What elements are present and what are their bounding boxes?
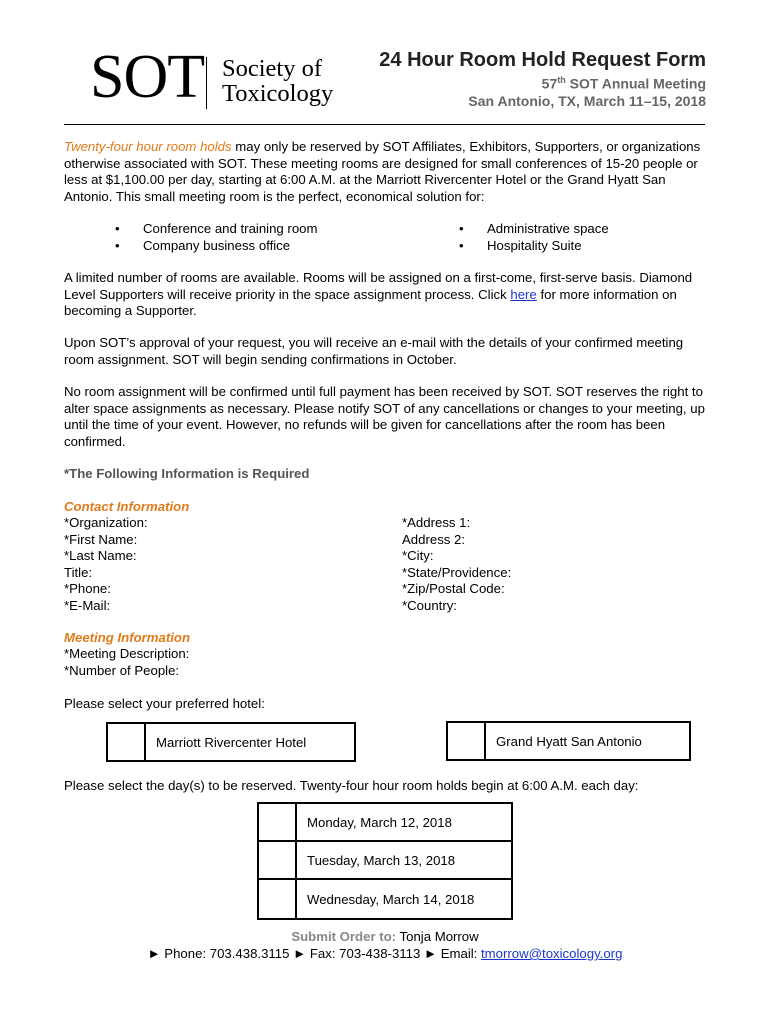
- bullet-icon: •: [115, 237, 120, 253]
- days-prompt: Please select the day(s) to be reserved. Twenty-four hour room holds begin at 6:00 A.M. each day:: [64, 778, 639, 793]
- hotel-prompt: Please select your preferred hotel:: [64, 696, 265, 711]
- logo-mark: SOT: [90, 43, 205, 111]
- hotel-option-marriott[interactable]: [106, 722, 356, 762]
- submit-label: Submit Order to:: [291, 929, 397, 944]
- approval-paragraph: Upon SOT’s approval of your request, you will receive an e-mail with the details of your confirmed meeting room assignment. SOT will begin sending confirmations in October.: [64, 335, 684, 367]
- form-title: 24 Hour Room Hold Request Form: [379, 49, 706, 71]
- title-field[interactable]: Title:: [64, 564, 93, 580]
- availability-paragraph: A limited number of rooms are available. Rooms will be assigned on a first-come, first-serve basis. Diamond Level Supporters will receive priority in the space assignment process. Click here for more information on becoming a Supporter.: [64, 270, 693, 318]
- day-checkbox-monday[interactable]: [259, 804, 297, 840]
- email-link[interactable]: tmorrow@toxicology.org: [481, 946, 623, 961]
- day-checkbox-tuesday[interactable]: [259, 842, 297, 878]
- day-label: Monday, March 12, 2018: [307, 814, 452, 830]
- email-field[interactable]: *E-Mail:: [64, 597, 111, 613]
- number-of-people-field[interactable]: *Number of People:: [64, 662, 180, 678]
- contact-name: Tonja Morrow: [396, 929, 479, 944]
- contact-fields-right: [402, 515, 511, 614]
- submit-contact-line: [0, 945, 770, 962]
- meeting-title: SOT Annual Meeting: [565, 75, 706, 92]
- supporter-info-link[interactable]: here: [510, 286, 537, 302]
- contact-fields-left: [64, 515, 148, 614]
- header-divider: [64, 124, 705, 125]
- logo-wordmark: [222, 56, 333, 106]
- meeting-ordinal-suffix: th: [557, 75, 566, 85]
- day-checkbox-wednesday[interactable]: [259, 880, 297, 918]
- hotel-option-hyatt[interactable]: [446, 721, 691, 761]
- address-2-field[interactable]: Address 2:: [402, 531, 466, 547]
- logo-line-1: Society of: [222, 55, 323, 82]
- day-label: Wednesday, March 14, 2018: [307, 891, 475, 907]
- logo-line-2: Toxicology: [222, 80, 334, 107]
- meeting-fields: [64, 646, 189, 679]
- bullet-icon: •: [115, 221, 120, 236]
- arrow-icon: ►: [423, 946, 438, 961]
- list-item: • Conference and training room: [115, 221, 318, 236]
- intro-paragraph: [64, 139, 709, 205]
- zip-field[interactable]: *Zip/Postal Code:: [402, 581, 505, 596]
- meeting-ordinal: 57: [541, 75, 558, 92]
- last-name-field[interactable]: *Last Name:: [64, 548, 137, 563]
- logo-divider: [206, 57, 207, 109]
- city-field[interactable]: *City:: [402, 548, 434, 563]
- required-note: *The Following Information is Required: [64, 466, 310, 481]
- meeting-location: San Antonio, TX, March 11–15, 2018: [468, 92, 706, 109]
- days-table: [257, 802, 513, 920]
- phone-text: Phone: 703.438.3115: [160, 946, 294, 961]
- email-label: Email:: [437, 946, 482, 961]
- organization-field[interactable]: *Organization:: [64, 515, 148, 530]
- state-field[interactable]: *State/Providence:: [402, 564, 512, 580]
- address-1-field[interactable]: *Address 1:: [402, 515, 471, 530]
- hotel-label-marriott: Marriott Rivercenter Hotel: [156, 734, 307, 750]
- form-header: [379, 48, 706, 110]
- day-option-wednesday[interactable]: [259, 880, 511, 918]
- uses-list-left: [115, 221, 317, 254]
- phone-field[interactable]: *Phone:: [64, 581, 111, 596]
- list-item: • Administrative space: [459, 221, 609, 236]
- day-option-monday[interactable]: [259, 804, 511, 842]
- hotel-label-hyatt: Grand Hyatt San Antonio: [496, 734, 642, 749]
- list-item: • Company business office: [115, 237, 291, 253]
- day-option-tuesday[interactable]: [259, 842, 511, 880]
- uses-list-right: [459, 221, 609, 254]
- day-label: Tuesday, March 13, 2018: [307, 852, 456, 868]
- submit-order-line: [0, 928, 770, 945]
- contact-heading: Contact Information: [64, 499, 190, 514]
- bullet-icon: •: [459, 221, 464, 236]
- meeting-description-field[interactable]: *Meeting Description:: [64, 646, 190, 661]
- country-field[interactable]: *Country:: [402, 597, 457, 613]
- payment-paragraph: No room assignment will be confirmed until full payment has been received by SOT. SOT reserves the right to alter space assignments as necessary. Please notify SOT of any cancellations or changes to your meeting, up until the time of your event. However, no refunds will be given for cancellations after the room has been confirmed.: [64, 384, 705, 449]
- meeting-name: [379, 72, 706, 93]
- list-item: • Hospitality Suite: [459, 237, 582, 253]
- hotel-checkbox-marriott[interactable]: [108, 724, 146, 760]
- arrow-icon: ►: [147, 946, 161, 961]
- first-name-field[interactable]: *First Name:: [64, 531, 138, 547]
- bullet-icon: •: [459, 237, 464, 253]
- intro-lead: Twenty-four hour room holds: [64, 139, 232, 154]
- arrow-icon: ►: [293, 946, 307, 961]
- hotel-checkbox-hyatt[interactable]: [448, 723, 486, 759]
- meeting-heading: Meeting Information: [64, 630, 191, 645]
- intro-text: may only be reserved by SOT Affiliates, Exhibitors, Supporters, or organizations otherwise associated with SOT. These meeting rooms are designed for small conferences of 15-20 people or less at $1,100.00 per day, starting at 6:00 A.M. at the Marriott Rivercenter Hotel or the Grand Hyatt San Antonio. This small meeting room is the perfect, economical solution for:: [64, 139, 701, 204]
- fax-text: Fax: 703-438-3113: [306, 946, 424, 961]
